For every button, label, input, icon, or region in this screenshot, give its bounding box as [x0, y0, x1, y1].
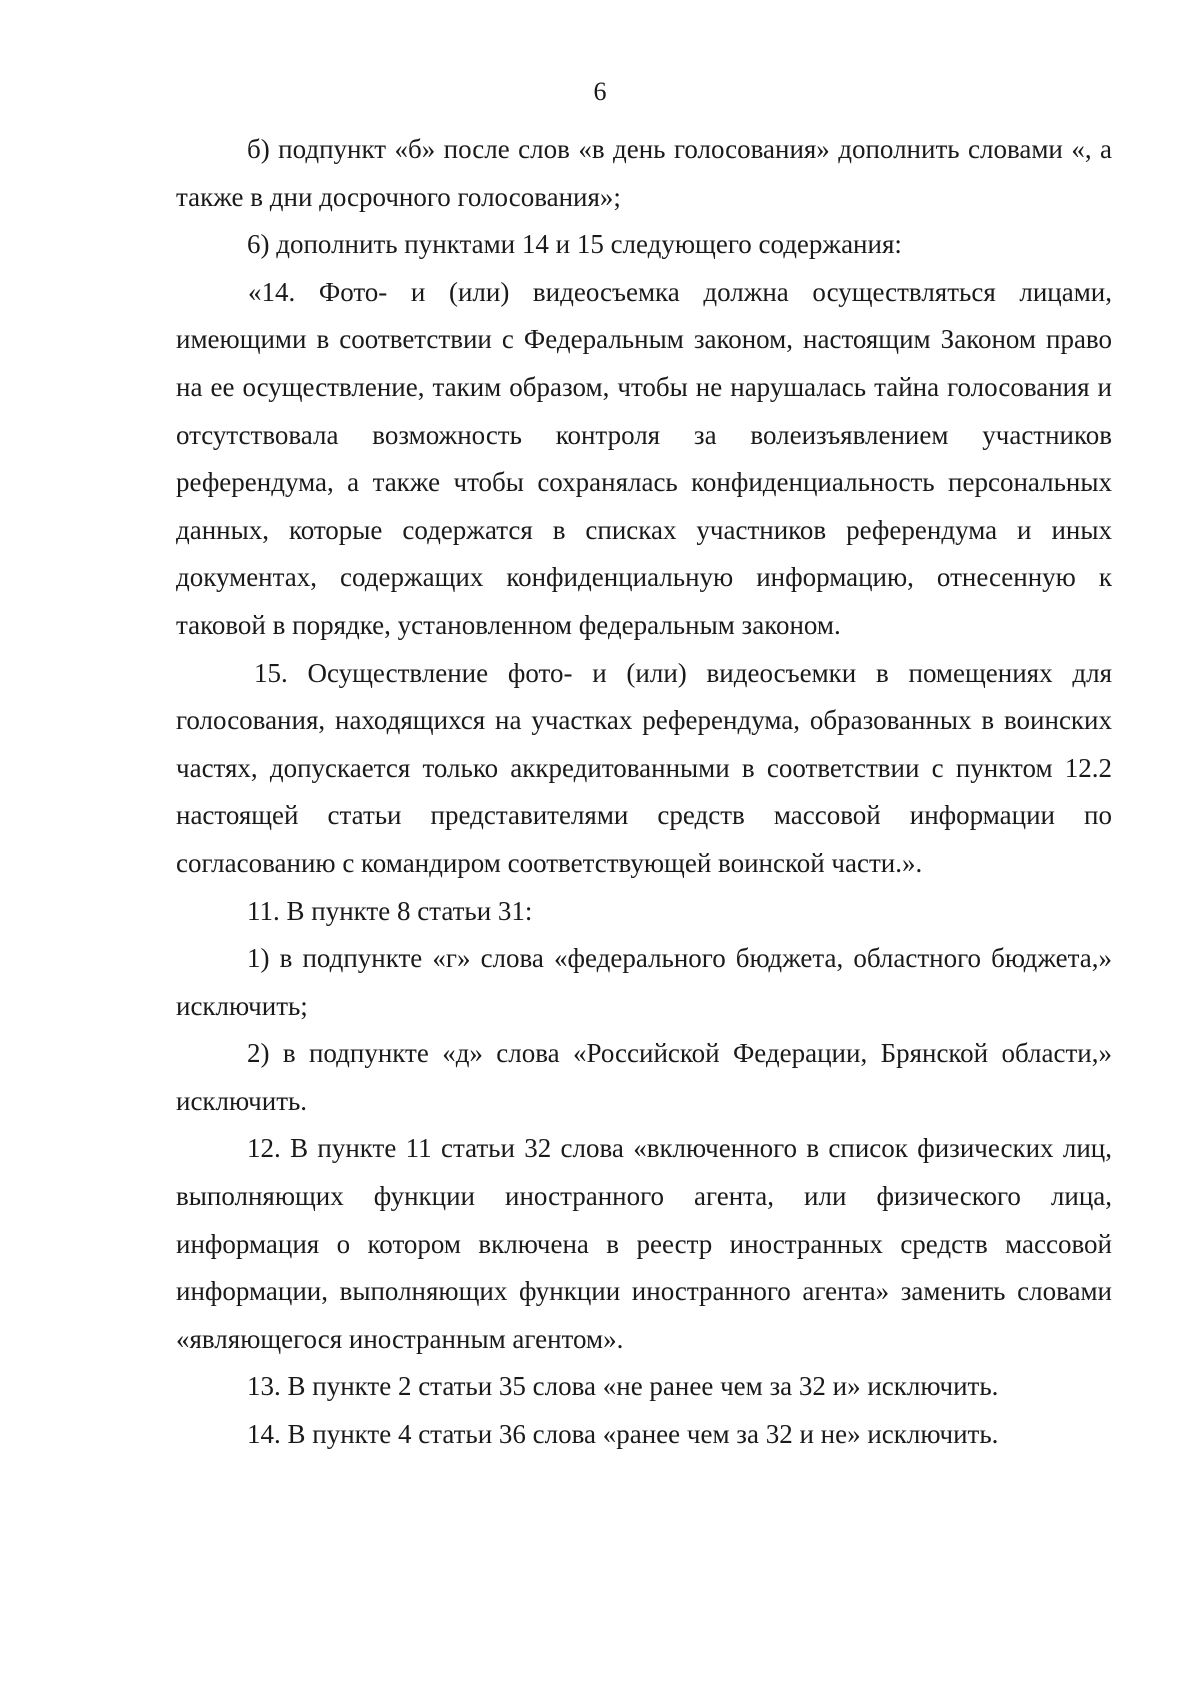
page-number: 6	[593, 77, 607, 106]
paragraph-subpoint-6: 6) дополнить пунктами 14 и 15 следующего содержания:	[247, 229, 902, 260]
document-body	[176, 126, 1112, 1459]
paragraph-item-14-article-36: 14. В пункте 4 статьи 36 слова «ранее чем за 32 и не» исключить.	[247, 1419, 999, 1450]
paragraph-item-13: 13. В пункте 2 статьи 35 слова «не ранее чем за 32 и» исключить.	[247, 1371, 999, 1402]
paragraph-subpoint-b: б) подпункт «б» после слов «в день голосования» дополнить словами «, а также в дни досрочного голосования»;	[176, 134, 1112, 212]
paragraph-item-11-1: 1) в подпункте «г» слова «федерального бюджета, областного бюджета,» исключить;	[176, 943, 1112, 1021]
paragraph-item-11-2: 2) в подпункте «д» слова «Российской Федерации, Брянской области,» исключить.	[176, 1038, 1112, 1116]
paragraph-item-12: 12. В пункте 11 статьи 32 слова «включенного в список физических лиц, выполняющих функции иностранного агента, или физического лица, информация о котором включена в реестр иностранных средств массовой информации, выполняющих функции иностранного агента» заменить словами «являющегося иностранным агентом».	[176, 1133, 1112, 1354]
paragraph-item-15: 15. Осуществление фото- и (или) видеосъемки в помещениях для голосования, находящихся на участках референдума, образованных в воинских частях, допускается только аккредитованными в соответствии с пунктом 12.2 настоящей статьи представителями средств массовой информации по согласованию с командиром соответствующей воинской части.».	[176, 657, 1112, 878]
paragraph-item-11: 11. В пункте 8 статьи 31:	[247, 895, 533, 926]
paragraph-item-14: «14. Фото- и (или) видеосъемка должна осуществляться лицами, имеющими в соответствии с Федеральным законом, настоящим Законом право на ее осуществление, таким образом, чтобы не нарушалась тайна голосования и отсутствовала возможность контроля за волеизъявлением участников референдума, а также чтобы сохранялась конфиденциальность персональных данных, которые содержатся в списках участников референдума и иных документах, содержащих конфиденциальную информацию, отнесенную к таковой в порядке, установленном федеральным законом.	[176, 276, 1112, 640]
